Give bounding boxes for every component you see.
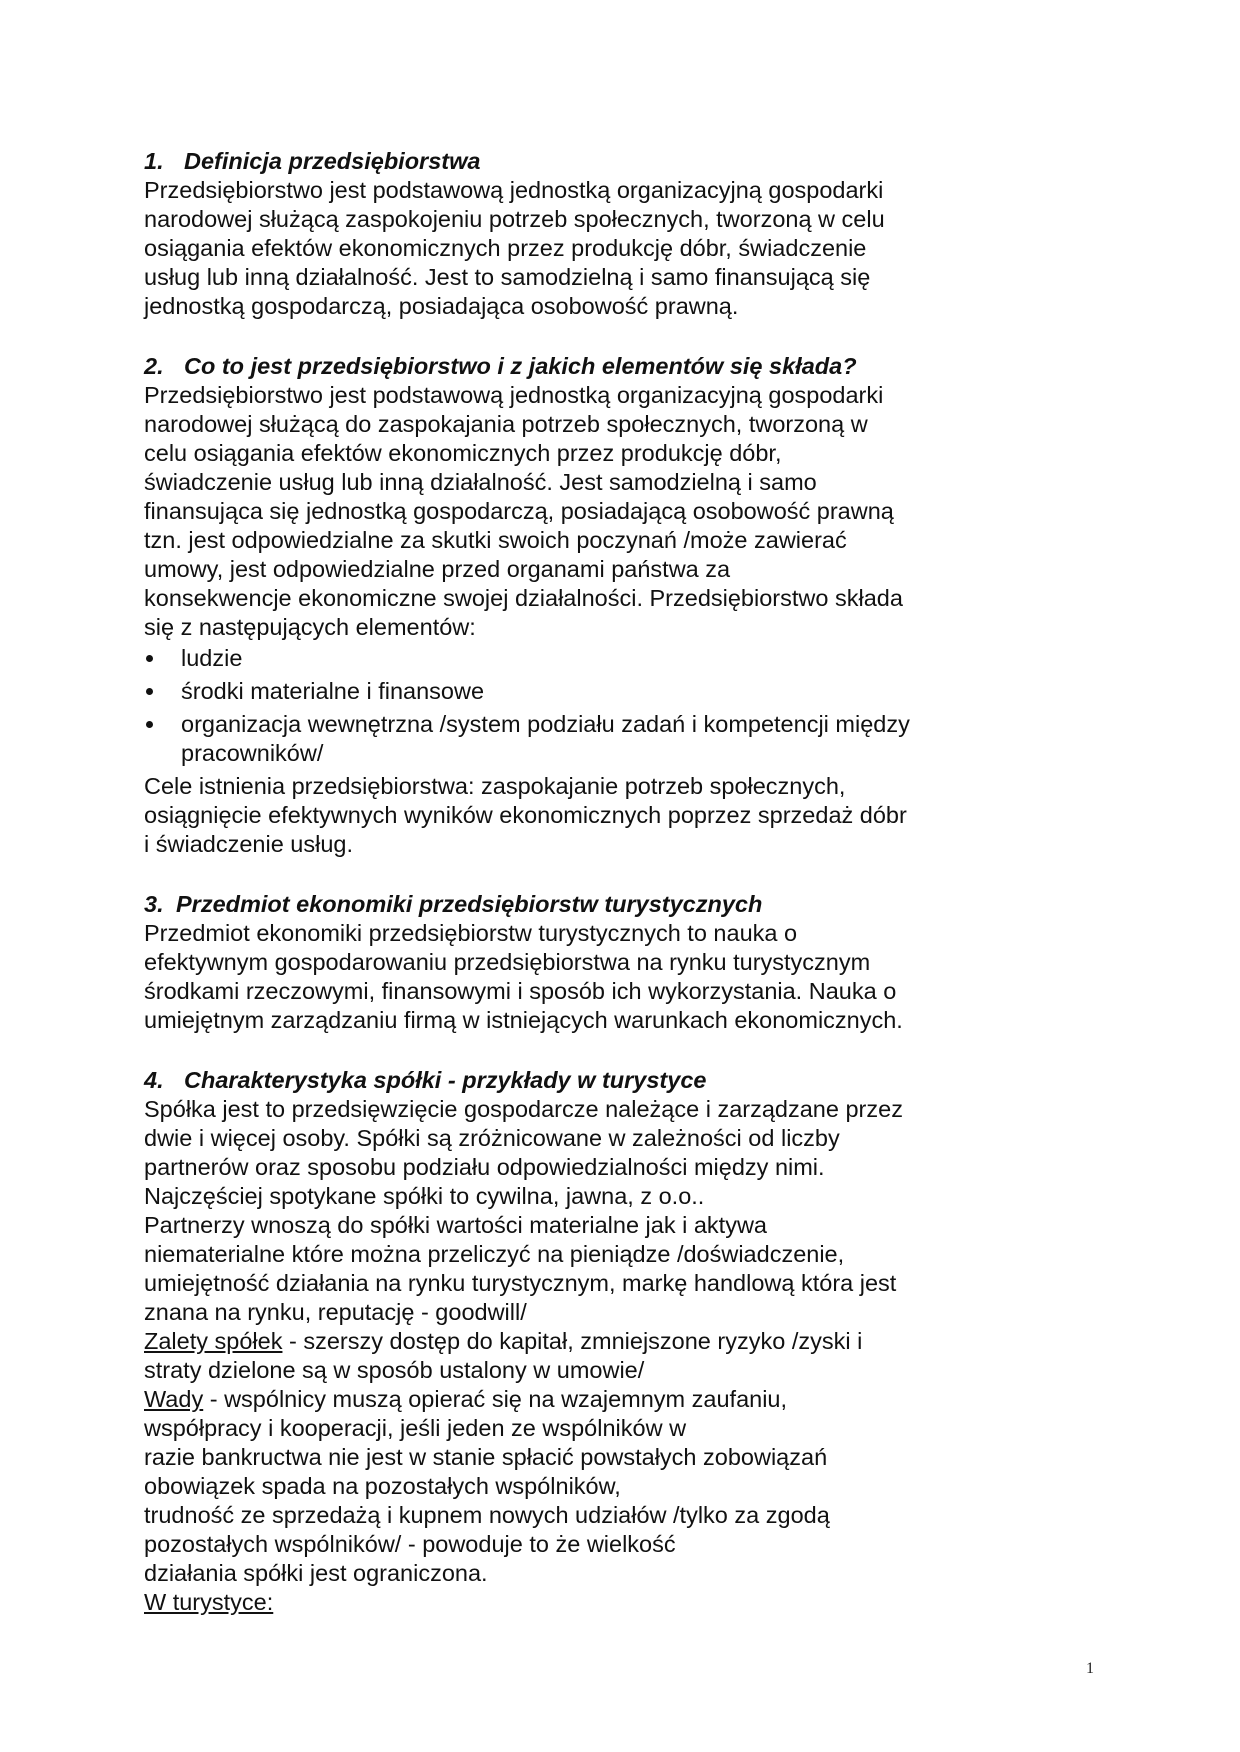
- text-line: Przedmiot ekonomiki przedsiębiorstw turystycznych to nauka o: [144, 920, 798, 946]
- bullet-icon: [146, 721, 153, 728]
- text-line: pozostałych wspólników/ - powoduje to że wielkość: [144, 1531, 676, 1557]
- section-2-paragraph: [144, 381, 974, 642]
- section-1-heading: [144, 147, 974, 176]
- text-line: narodowej służącą do zaspokajania potrzeb społecznych, tworzoną w: [144, 411, 868, 437]
- disadvantages-line: [144, 1385, 974, 1414]
- text-line: finansująca się jednostką gospodarczą, posiadającą osobowość prawną: [144, 498, 894, 524]
- text-line: i świadczenie usług.: [144, 831, 353, 857]
- section-4-heading: [144, 1066, 974, 1095]
- section-number: 4.: [144, 1067, 164, 1093]
- text-line: osiągnięcie efektywnych wyników ekonomicznych poprzez sprzedaż dóbr: [144, 802, 907, 828]
- list-item-text: ludzie: [181, 645, 243, 671]
- section-3-heading: [144, 890, 974, 919]
- text-line: usług lub inną działalność. Jest to samodzielną i samo finansującą się: [144, 264, 871, 290]
- text-line: niematerialne które można przeliczyć na pieniądze /doświadczenie,: [144, 1241, 845, 1267]
- section-4-paragraph: [144, 1095, 974, 1617]
- list-item-text: środki materialne i finansowe: [181, 678, 485, 704]
- elements-bullet-list: [144, 644, 974, 768]
- text-line: partnerów oraz sposobu podziału odpowiedzialności między nimi.: [144, 1154, 825, 1180]
- document-body: [144, 147, 974, 1617]
- list-item: [144, 677, 974, 706]
- text-line: efektywnym gospodarowaniu przedsiębiorstwa na rynku turystycznym: [144, 949, 871, 975]
- text-line: działania spółki jest ograniczona.: [144, 1560, 488, 1586]
- section-number: 1.: [144, 148, 164, 174]
- paragraph-spacer: [144, 321, 974, 352]
- paragraph-spacer: [144, 1035, 974, 1066]
- text-line: Najczęściej spotykane spółki to cywilna, jawna, z o.o..: [144, 1183, 705, 1209]
- bullet-icon: [146, 655, 153, 662]
- disadvantages-label: Wady: [144, 1386, 204, 1412]
- text-line: trudność ze sprzedażą i kupnem nowych udziałów /tylko za zgodą: [144, 1502, 830, 1528]
- section-title: Definicja przedsiębiorstwa: [184, 148, 481, 174]
- section-3-paragraph: [144, 919, 974, 1035]
- text-line: narodowej służącą zaspokojeniu potrzeb społecznych, tworzoną w celu: [144, 206, 885, 232]
- text-line: umowy, jest odpowiedzialne przed organami państwa za: [144, 556, 731, 582]
- text-line: Partnerzy wnoszą do spółki wartości materialne jak i aktywa: [144, 1212, 768, 1238]
- text-line: środkami rzeczowymi, finansowymi i sposób ich wykorzystania. Nauka o: [144, 978, 897, 1004]
- text-line: konsekwencje ekonomiczne swojej działalności. Przedsiębiorstwo składa: [144, 585, 903, 611]
- text-line: Spółka jest to przedsięwzięcie gospodarcze należące i zarządzane przez: [144, 1096, 903, 1122]
- section-2-heading: [144, 352, 974, 381]
- text-line: dwie i więcej osoby. Spółki są zróżnicowane w zależności od liczby: [144, 1125, 840, 1151]
- text-line: Cele istnienia przedsiębiorstwa: zaspokajanie potrzeb społecznych,: [144, 773, 846, 799]
- text-line: obowiązek spada na pozostałych wspólników,: [144, 1473, 621, 1499]
- text-line: się z następujących elementów:: [144, 614, 476, 640]
- list-item-text: pracowników/: [181, 740, 324, 766]
- list-item: [144, 644, 974, 673]
- page-number: 1: [1086, 1660, 1094, 1677]
- text-line: umiejętnym zarządzaniu firmą w istniejących warunkach ekonomicznych.: [144, 1007, 903, 1033]
- advantages-text: - szerszy dostęp do kapitał, zmniejszone ryzyko /zyski i: [282, 1328, 863, 1354]
- advantages-label: Zalety spółek: [144, 1328, 283, 1354]
- text-line: celu osiągania efektów ekonomicznych przez produkcję dóbr,: [144, 440, 782, 466]
- list-item-text: organizacja wewnętrzna /system podziału zadań i kompetencji między: [181, 711, 910, 737]
- section-title: Charakterystyka spółki - przykłady w turystyce: [184, 1067, 707, 1093]
- bullet-icon: [146, 688, 153, 695]
- section-2-goals-paragraph: [144, 772, 974, 859]
- text-line: Przedsiębiorstwo jest podstawową jednostką organizacyjną gospodarki: [144, 382, 884, 408]
- text-line: umiejętność działania na rynku turystycznym, markę handlową która jest: [144, 1270, 897, 1296]
- text-line: Przedsiębiorstwo jest podstawową jednostką organizacyjną gospodarki: [144, 177, 884, 203]
- list-item: [144, 710, 974, 768]
- text-line: osiągania efektów ekonomicznych przez produkcję dóbr, świadczenie: [144, 235, 867, 261]
- advantages-line: [144, 1327, 974, 1356]
- section-title: Przedmiot ekonomiki przedsiębiorstw turystycznych: [176, 891, 763, 917]
- section-number: 2.: [144, 353, 164, 379]
- section-1-paragraph: [144, 176, 974, 321]
- tourism-label: W turystyce:: [144, 1589, 274, 1615]
- paragraph-spacer: [144, 859, 974, 890]
- text-line: tzn. jest odpowiedzialne za skutki swoich poczynań /może zawierać: [144, 527, 847, 553]
- text-line: jednostką gospodarczą, posiadająca osobowość prawną.: [144, 293, 739, 319]
- text-line: świadczenie usług lub inną działalność. Jest samodzielną i samo: [144, 469, 817, 495]
- text-line: znana na rynku, reputację - goodwill/: [144, 1299, 527, 1325]
- text-line: straty dzielone są w sposób ustalony w umowie/: [144, 1357, 645, 1383]
- section-number: 3.: [144, 891, 164, 917]
- disadvantages-text: - wspólnicy muszą opierać się na wzajemnym zaufaniu,: [203, 1386, 788, 1412]
- section-title: Co to jest przedsiębiorstwo i z jakich elementów się składa?: [184, 353, 857, 379]
- text-line: razie bankructwa nie jest w stanie spłacić powstałych zobowiązań: [144, 1444, 828, 1470]
- text-line: współpracy i kooperacji, jeśli jeden ze wspólników w: [144, 1415, 687, 1441]
